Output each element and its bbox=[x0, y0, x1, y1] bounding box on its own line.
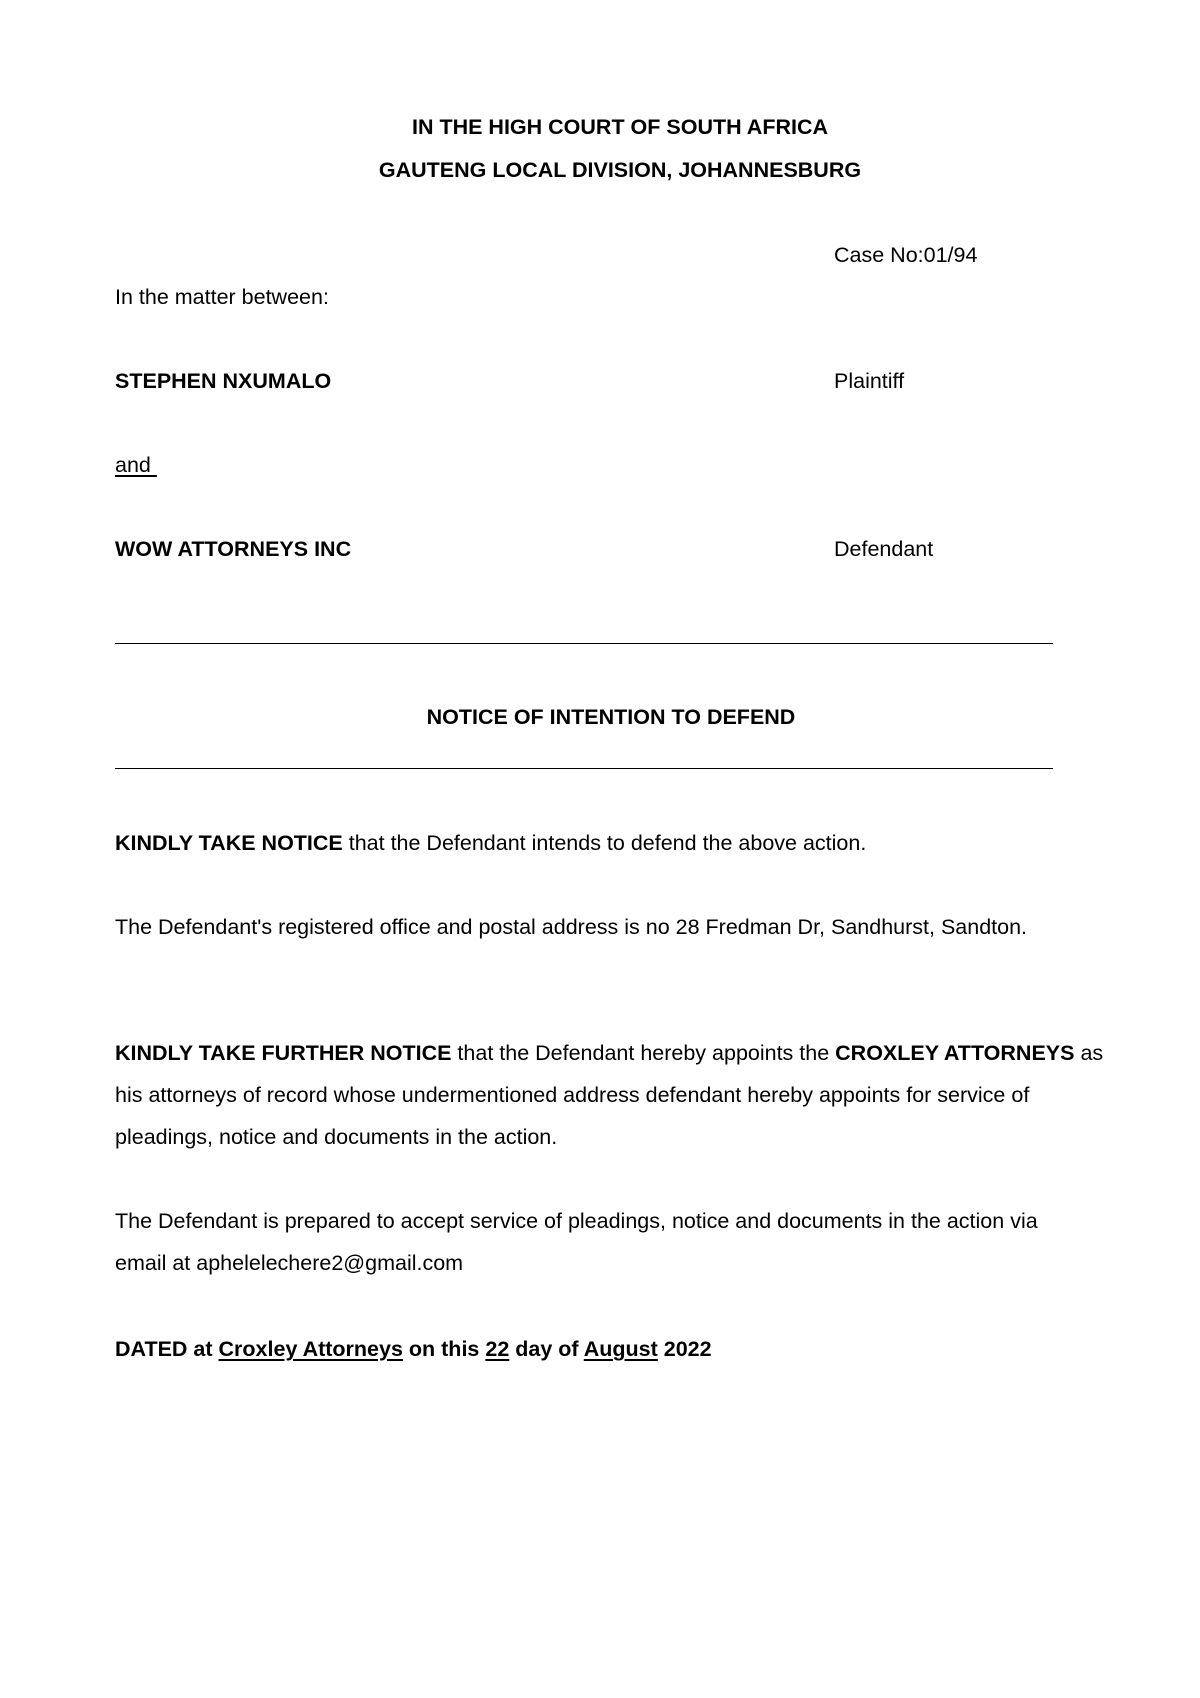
matter-between-label: In the matter between: bbox=[115, 285, 329, 309]
dated-year: 2022 bbox=[657, 1337, 712, 1361]
defendant-name: WOW ATTORNEYS INC bbox=[115, 537, 352, 561]
top-divider bbox=[115, 643, 1053, 644]
defendant-role: Defendant bbox=[834, 537, 934, 561]
dated-day-of: day of bbox=[509, 1337, 584, 1361]
further-notice-text: that the Defendant hereby appoints the bbox=[451, 1041, 836, 1065]
plaintiff-role: Plaintiff bbox=[834, 369, 905, 393]
email-service-text: The Defendant is prepared to accept service of pleadings, notice and documents in the action via email at aphelelechere2@gmail.com bbox=[115, 1209, 1038, 1275]
case-number: Case No:01/94 bbox=[834, 243, 978, 267]
notice-bold-text: KINDLY TAKE NOTICE bbox=[115, 831, 343, 855]
further-notice-bold-text: KINDLY TAKE FURTHER NOTICE bbox=[115, 1041, 452, 1065]
appointment-text: as his attorneys of record whose undermentioned address defendant hereby appoints for service of pleadings, notice and documents in the action. bbox=[115, 1041, 1104, 1149]
dated-on-this: on this bbox=[402, 1337, 486, 1361]
document-title: NOTICE OF INTENTION TO DEFEND bbox=[426, 705, 796, 729]
dated-month: August bbox=[583, 1337, 658, 1361]
dated-prefix: DATED at bbox=[115, 1337, 219, 1361]
attorneys-name: CROXLEY ATTORNEYS bbox=[835, 1041, 1075, 1065]
plaintiff-name: STEPHEN NXUMALO bbox=[115, 369, 332, 393]
address-text: The Defendant's registered office and postal address is no 28 Fredman Dr, Sandhurst, Sandton. bbox=[115, 915, 1028, 939]
dated-day: 22 bbox=[485, 1337, 510, 1361]
paragraph-notice bbox=[115, 822, 1095, 864]
dated-place: Croxley Attorneys bbox=[218, 1337, 403, 1361]
division-heading: GAUTENG LOCAL DIVISION, JOHANNESBURG bbox=[378, 158, 862, 182]
court-heading: IN THE HIGH COURT OF SOUTH AFRICA bbox=[411, 115, 829, 139]
notice-text: that the Defendant intends to defend the above action. bbox=[342, 831, 867, 855]
paragraph-email-service bbox=[115, 1200, 1075, 1284]
dated-line bbox=[115, 1337, 712, 1362]
and-conjunction: and bbox=[115, 453, 157, 477]
paragraph-further-notice bbox=[115, 1032, 1115, 1158]
paragraph-address bbox=[115, 906, 1075, 948]
bottom-divider bbox=[115, 768, 1053, 769]
